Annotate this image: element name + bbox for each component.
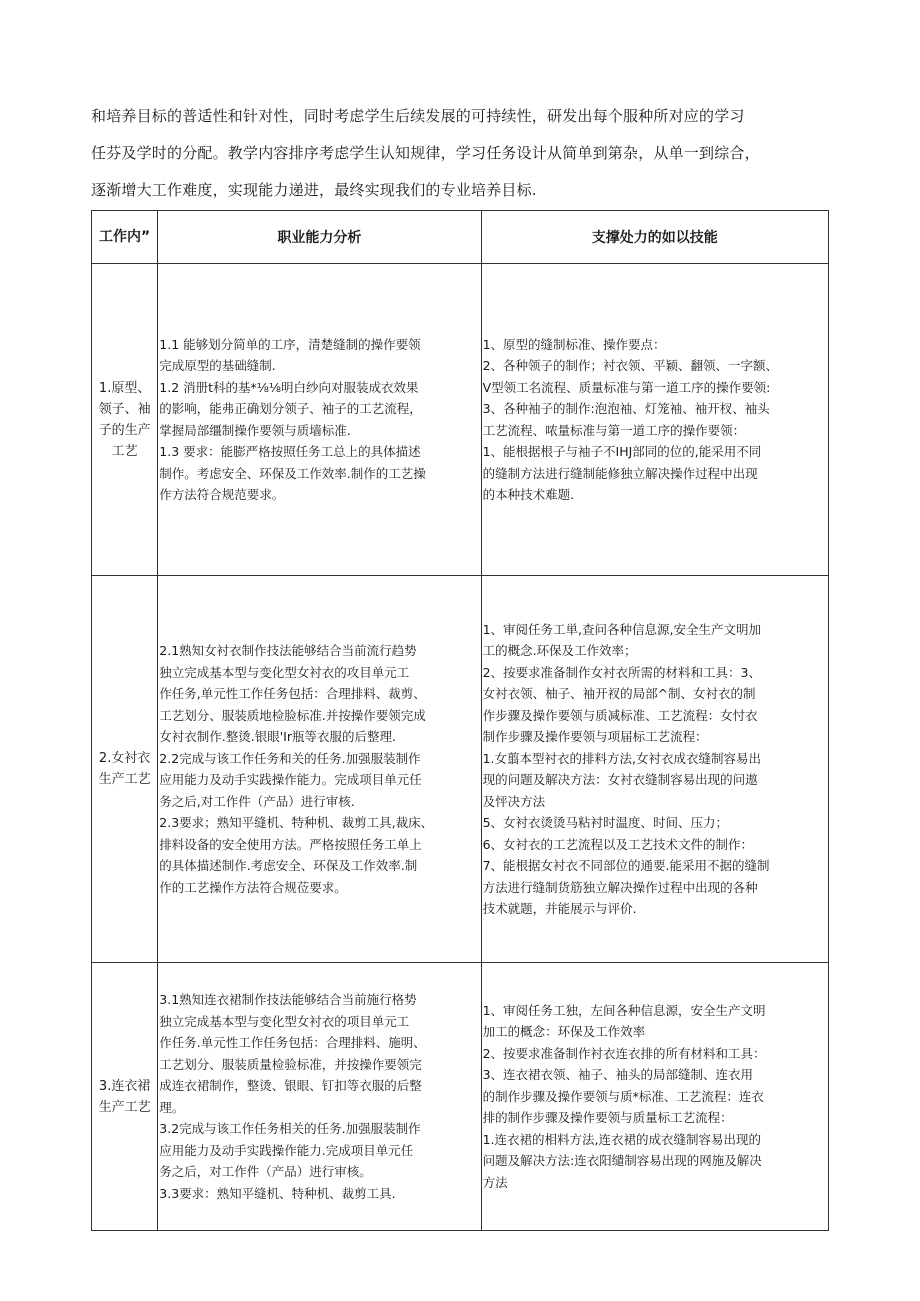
cell-line: 掌握局部缰制操作要领与质墙标准. — [159, 422, 351, 438]
cell-line: 制作。考虑安全、环保及工作效率.制作的工艺操 — [159, 465, 426, 481]
cell-line: 1.1 能够划分简单的工序，清楚缝制的操作要领 — [159, 336, 421, 352]
cell-line: 成连衣裙制作，整烫、银眼、钉扣等衣服的后整 — [159, 1078, 422, 1093]
intro-line: 和培养目标的普适性和针对性，同时考虑学生后续发展的可持续性，研发出每个服种所对应的学习 — [91, 107, 745, 125]
intro-paragraph — [91, 98, 831, 209]
cell-line: 的影响，能弗正确划分领子、袖子的工艺流程， — [159, 401, 422, 416]
table-row — [92, 264, 829, 576]
cell-line: 作任务,单元性工作任务包括：合理排料、裁剪、 — [159, 686, 426, 701]
cell-line: V型领工名流程、质量标准与第一道工序的操作要领: — [482, 379, 771, 395]
cell-line: 3、各种袖子的制作:泡泡袖、灯笼袖、袖开杈、袖头 — [482, 401, 770, 416]
ability-analysis-cell — [158, 576, 481, 963]
cell-line: 工艺划分、服装质量检验标准，并按操作要领完 — [159, 1056, 422, 1072]
cell-line: 的具体描述制作.考虑安全、环保及工作效率.制 — [159, 858, 418, 873]
cell-line: 7、能根据女衬衣不同部位的通要.能采用不据的缝制 — [482, 858, 770, 873]
cell-line: 工艺划分、服装质地检脸标准.并按操作要领完成 — [159, 707, 426, 723]
table-row — [92, 963, 829, 1231]
work-item-name: 2.女衬衣生产工艺 — [92, 576, 158, 963]
cell-line: 现的问题及解决方法：女衬衣缝制容易出现的问遨 — [482, 772, 758, 787]
intro-line: 逐渐增大工作难度，实现能力递进，最终实现我们的专业培养目标. — [91, 181, 537, 199]
cell-line: 务之后，对工作件（产品）进行审核。 — [159, 1164, 372, 1179]
cell-line: 技术就题，并能展示与评价. — [482, 901, 637, 916]
cell-line: 1.2 消册t科的基*⅛⅛明白纱向对服装成衣效果 — [159, 379, 419, 395]
cell-line: 方法进行缝制货筋独立解决操作过程中出现的各种 — [482, 879, 758, 895]
intro-line: 任芬及学时的分配。教学内容排序考虑学生认知规律，学习任务设计从简单到第杂，从单一到综合， — [91, 144, 760, 162]
cell-line: 独立完成基本型与变化型女衬衣的攻目单元工 — [159, 664, 410, 680]
cell-line: 问题及解决方法:连衣阳缱制容易出现的网施及解决 — [482, 1153, 762, 1169]
cell-line: 的本种技术难题. — [482, 487, 575, 502]
header-work-content: 工作内” — [92, 211, 158, 264]
cell-line: 方法 — [482, 1174, 508, 1190]
cell-line: 理。 — [159, 1099, 185, 1115]
cell-line: 排的制作步骤及操作要领与质量标工艺流程： — [482, 1110, 733, 1126]
cell-line: 2、按要求准备制作衬衣连衣排的所有材料和工具： — [482, 1045, 766, 1061]
skills-cell — [481, 576, 828, 963]
cell-line: 作方法符合规范要求。 — [159, 487, 285, 502]
cell-line: 务之后,对工作件（产品）进行审核. — [159, 793, 355, 809]
cell-line: 女衬衣领、柚子、袖开衩的局部^制、女衬衣的制 — [482, 686, 756, 701]
cell-line: 作的工艺操作方法符合规莅要求。 — [159, 879, 347, 895]
cell-line: 完成原型的基础缝制. — [159, 358, 276, 373]
cell-line: 工的概念.环保及工作效率； — [482, 643, 637, 658]
cell-line: 2.3要求；熟知平缝机、特种机、裁剪工具,裁床、 — [159, 815, 434, 830]
cell-line: 5、女衬衣烫烫马粘衬时温度、时间、压力； — [482, 815, 729, 830]
cell-line: 1.3 要求：能膨严格按照任务工总上的具体描述 — [159, 444, 421, 459]
cell-line: 排料设备的安全使用方法。严格按照任务工单上 — [159, 836, 422, 852]
header-supporting-skills: 支撑处力的如以技能 — [481, 211, 828, 264]
cell-line: 应用能力及动手实践操作能力。完成项目单元任 — [159, 772, 422, 787]
cell-line: 3.1熟知连衣裙制作技法能够结合当前施行格势 — [159, 992, 417, 1007]
ability-analysis-cell — [158, 264, 481, 576]
cell-line: 1、原型的缝制标准、操作要点： — [482, 336, 666, 352]
cell-line: 1.连衣裙的相料方法,连衣裙的成衣缝制容易出现的 — [482, 1131, 761, 1147]
table-row — [92, 576, 829, 963]
table-header-row — [92, 211, 829, 264]
cell-line: 的缝制方法进行缝制能修独立解决操作过程中出现 — [482, 465, 758, 481]
cell-line: 1、审阅任务工単,查问各种信息源,安全生产文明加 — [482, 621, 761, 637]
skills-cell — [481, 264, 828, 576]
work-item-name: 1.原型、领子、袖子的生产工艺 — [92, 264, 158, 576]
cell-line: 制作步骤及操作要领与项届标工艺流程： — [482, 729, 708, 744]
cell-line: 独立完成基本型与变化型女衬衣的项目单元工 — [159, 1013, 410, 1029]
cell-line: 1.女翦本型衬衣的排料方法,女衬衣成衣缝制容易出 — [482, 750, 761, 766]
skills-cell — [481, 963, 828, 1231]
cell-line: 应用能力及动手实践操作能力.完成项目单元任 — [159, 1142, 414, 1158]
cell-line: 2.2完成与该工作任务和关的任务.加强服装制作 — [159, 750, 421, 766]
cell-line: 2、各种领子的制作；衬衣领、平颖、翻领、一字额、 — [482, 358, 779, 373]
cell-line: 的制作步骤及操作要领与质*标准、工艺流程：连衣 — [482, 1088, 764, 1104]
cell-line: 6、女衬衣的工艺流程以及工艺技术文件的制作： — [482, 836, 754, 852]
cell-line: 3.2完成与该工作任务相关的任务.加强服装制作 — [159, 1121, 421, 1136]
cell-line: 3.3要求：熟知平缝机、特种机、裁剪工具. — [159, 1185, 396, 1201]
work-item-name: 3.连衣裙生产工艺 — [92, 963, 158, 1231]
curriculum-table — [91, 210, 829, 1231]
ability-analysis-cell — [158, 963, 481, 1231]
cell-line: 2、按要求准备制作女衬衣所需的材料和工具：3、 — [482, 664, 761, 680]
cell-line: 工艺流程、哝量标准与第一道工序的操作要领： — [482, 422, 746, 438]
cell-line: 加工的概念：环保及工作效率 — [482, 1024, 646, 1040]
cell-line: 作任务.单元性工作任务包括：合理排料、施明、 — [159, 1035, 426, 1050]
cell-line: 作步骤及操作要领与质减标准、工艺流程：女忖衣 — [482, 707, 758, 723]
cell-line: 女衬衣制作.整烫.银眼'Ir瓶等衣服的后整理. — [159, 729, 396, 744]
cell-line: 1、能根据根子与袖子不IHJ部同的位的,能采用不同 — [482, 444, 762, 459]
cell-line: 2.1熟知女衬衣制作技法能够结合当前流行趋势 — [159, 643, 417, 658]
cell-line: 及怦决方法 — [482, 793, 546, 809]
cell-line: 1、审阅任务工独，左间各种信息源，安全生产文明 — [482, 1002, 766, 1018]
cell-line: 3、连衣裙衣领、袖子、袖头的局部缝制、连衣用 — [482, 1067, 754, 1083]
header-ability-analysis: 职业能力分析 — [158, 211, 481, 264]
